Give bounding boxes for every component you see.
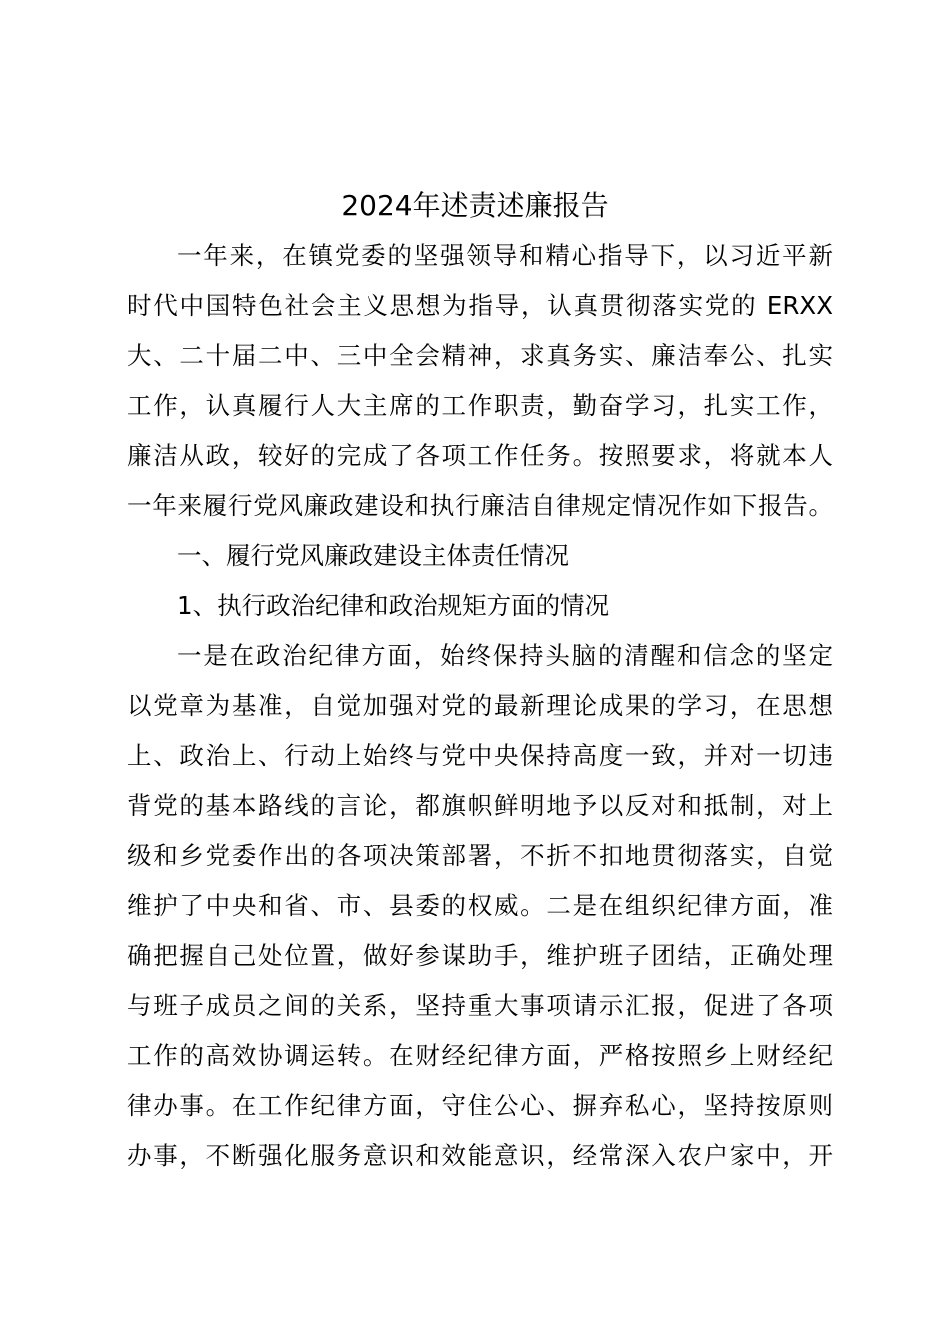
paragraph-line: 时代中国特色社会主义思想为指导，认真贯彻落实党的 ERXX bbox=[127, 291, 833, 320]
paragraph-line: 一是在政治纪律方面，始终保持头脑的清醒和信念的坚定 bbox=[177, 641, 833, 670]
paragraph-line: 上、政治上、行动上始终与党中央保持高度一致，并对一切违 bbox=[127, 741, 833, 770]
document-title: 2024年述责述廉报告 bbox=[341, 189, 609, 222]
paragraph-line: 廉洁从政，较好的完成了各项工作任务。按照要求，将就本人 bbox=[127, 441, 833, 470]
paragraph-line: 办事，不断强化服务意识和效能意识，经常深入农户家中，开 bbox=[127, 1141, 833, 1170]
section-heading: 一、履行党风廉政建设主体责任情况 bbox=[177, 541, 569, 570]
subsection-heading: 1、执行政治纪律和政治规矩方面的情况 bbox=[177, 591, 610, 620]
paragraph-line: 律办事。在工作纪律方面，守住公心、摒弃私心，坚持按原则 bbox=[127, 1091, 833, 1120]
paragraph-line: 背党的基本路线的言论，都旗帜鲜明地予以反对和抵制，对上 bbox=[127, 791, 833, 820]
paragraph-line: 维护了中央和省、市、县委的权威。二是在组织纪律方面，准 bbox=[127, 891, 833, 920]
paragraph-line: 工作，认真履行人大主席的工作职责，勤奋学习，扎实工作， bbox=[127, 391, 833, 420]
paragraph-line: 一年来，在镇党委的坚强领导和精心指导下，以习近平新 bbox=[177, 241, 833, 270]
paragraph-line: 以党章为基准，自觉加强对党的最新理论成果的学习，在思想 bbox=[127, 691, 833, 720]
paragraph-line: 大、二十届二中、三中全会精神，求真务实、廉洁奉公、扎实 bbox=[127, 341, 833, 370]
paragraph-line: 确把握自己处位置，做好参谋助手，维护班子团结，正确处理 bbox=[127, 941, 833, 970]
paragraph-line: 与班子成员之间的关系，坚持重大事项请示汇报，促进了各项 bbox=[127, 991, 833, 1020]
paragraph-line: 级和乡党委作出的各项决策部署，不折不扣地贯彻落实，自觉 bbox=[127, 841, 833, 870]
paragraph-line: 工作的高效协调运转。在财经纪律方面，严格按照乡上财经纪 bbox=[127, 1041, 833, 1070]
paragraph-line: 一年来履行党风廉政建设和执行廉洁自律规定情况作如下报告。 bbox=[127, 491, 833, 520]
